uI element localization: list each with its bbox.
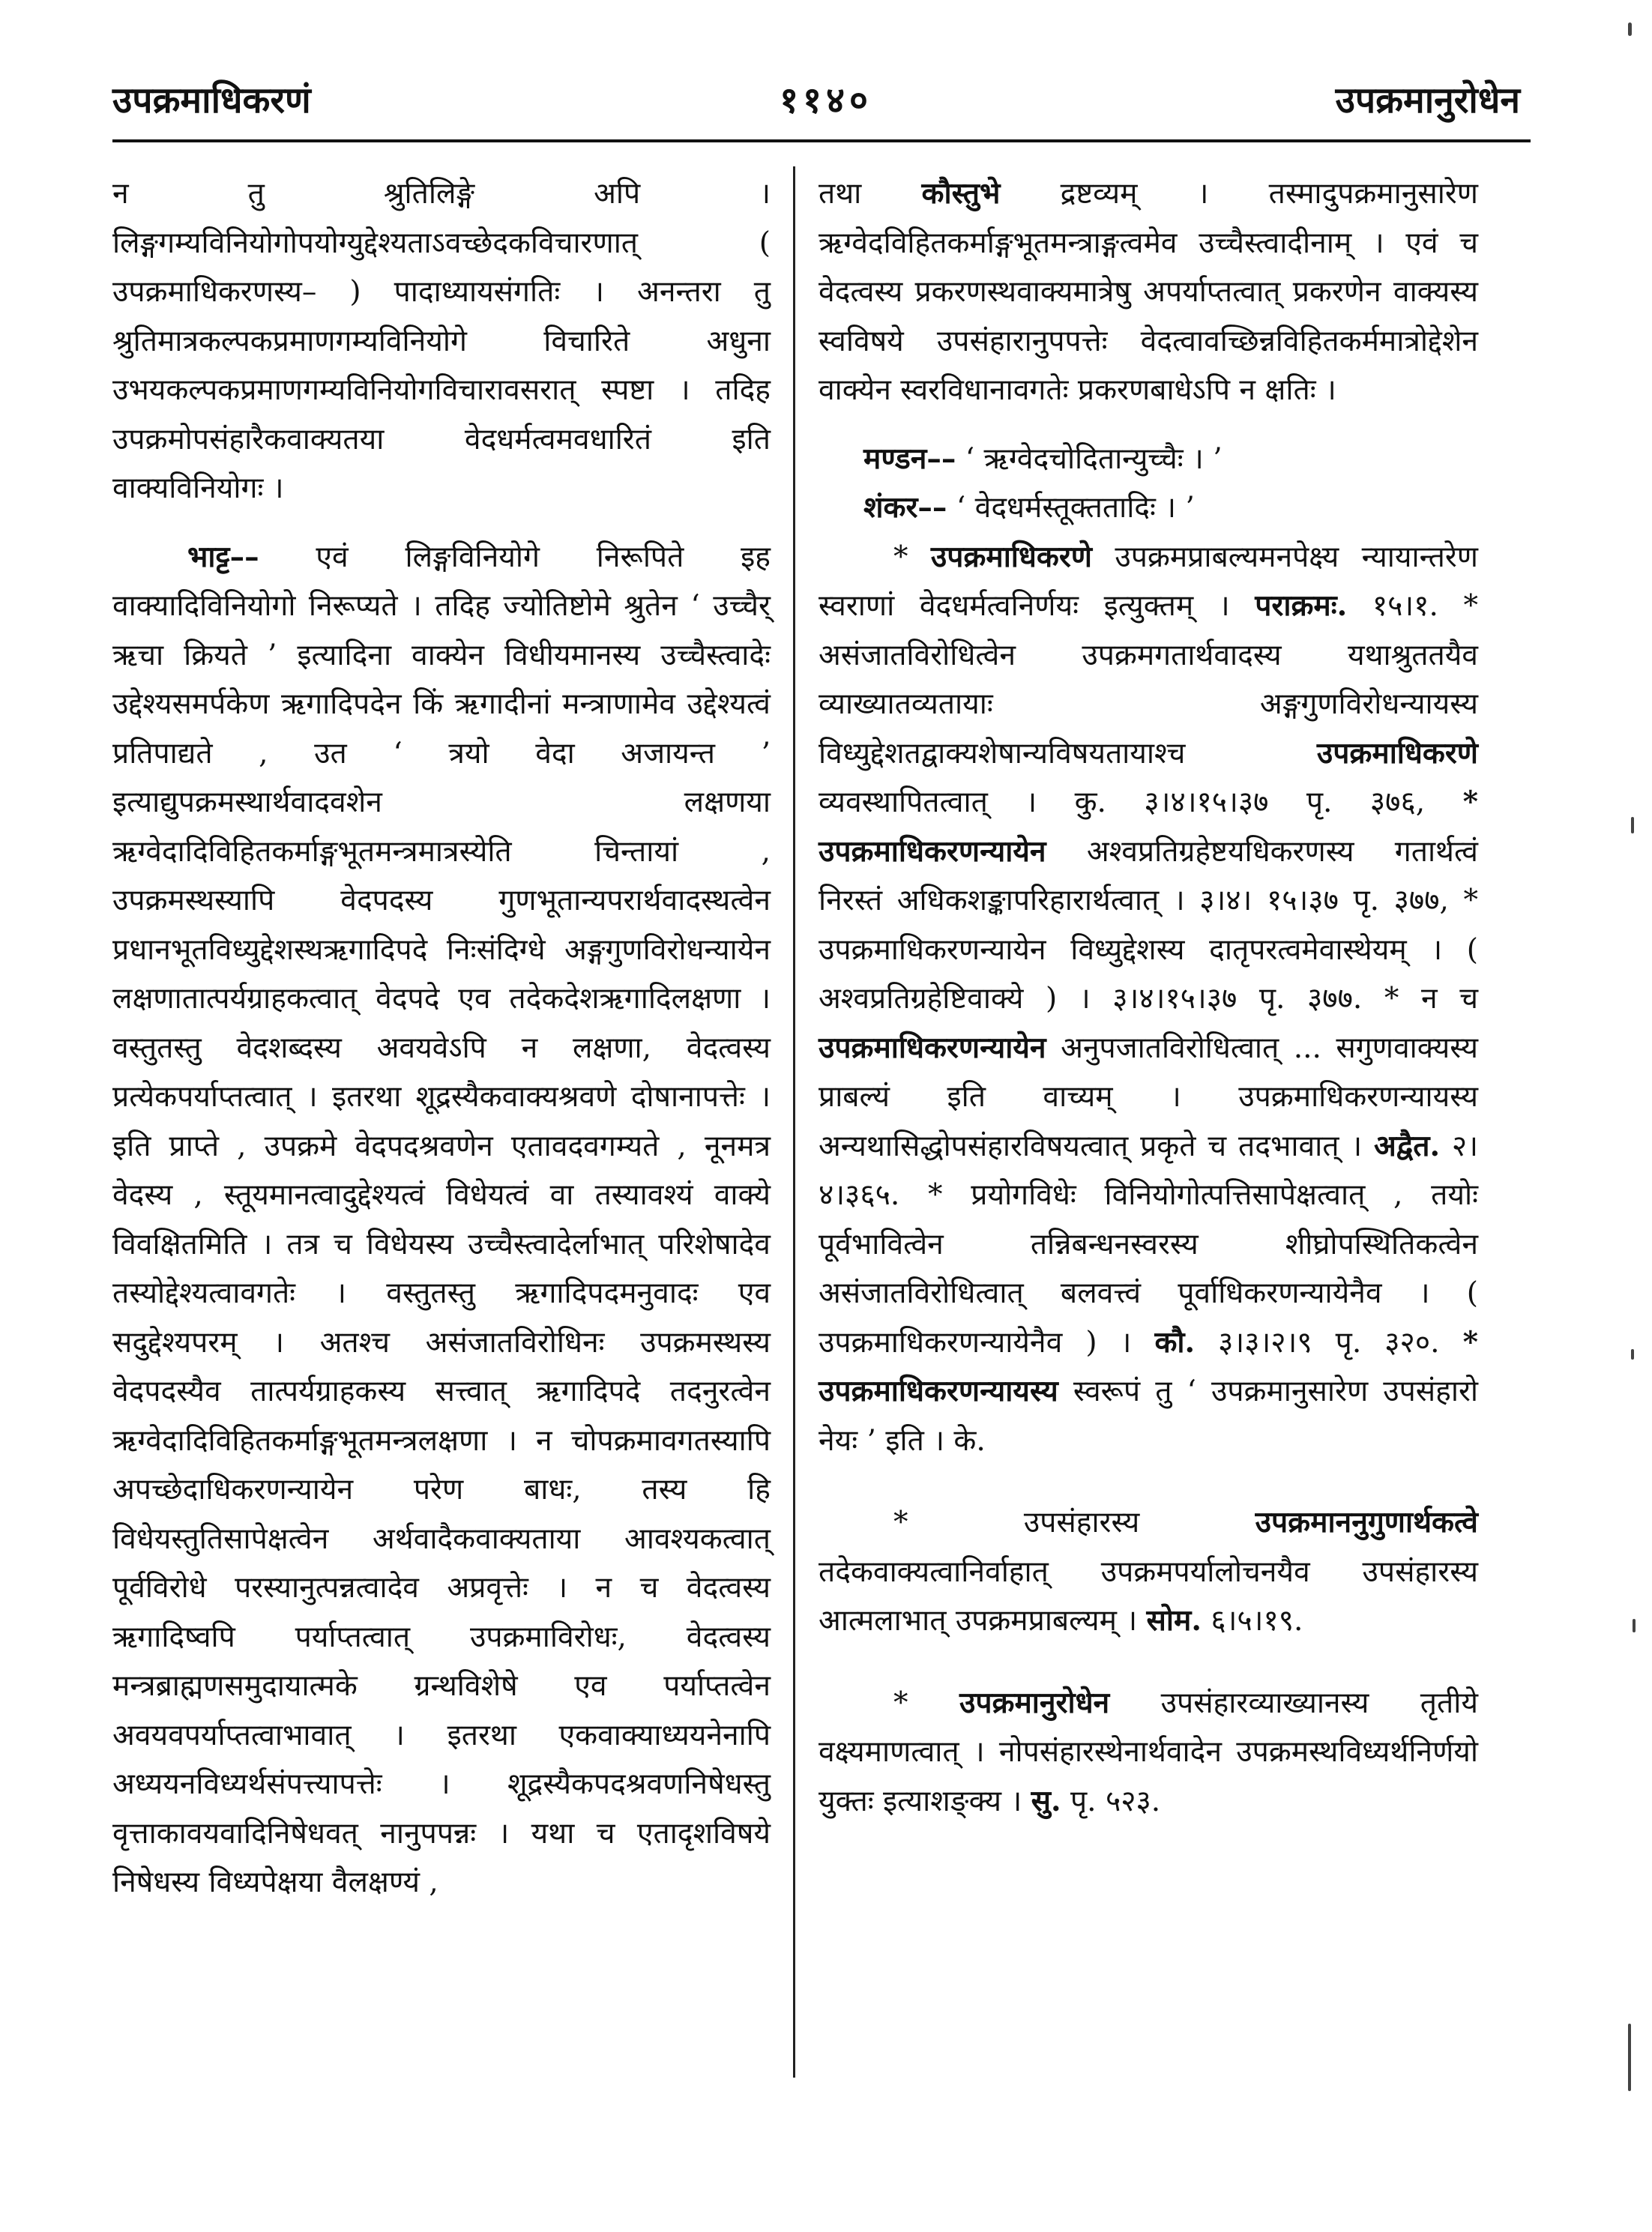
- scan-speck: [1628, 22, 1632, 36]
- scan-speck: [1633, 1619, 1636, 1632]
- text-run: १५।१. * असंजातविरोधित्वेन उपक्रमगतार्थवादस्य यथाश्रुततयैव व्याख्यातव्यतायाः अङ्गगुणविरोधन्यायस्य विध्युद्देशतद्वाक्यशेषान्यविषयतायाश्च: [819, 589, 1478, 770]
- bold-term: अद्वैत.: [1374, 1128, 1441, 1163]
- header-left-title: उपक्रमाधिकरणं: [112, 79, 311, 121]
- text-run: उपसंहारव्याख्यानस्य तृतीये वक्ष्यमाणत्वात् । नोपसंहारस्थेनार्थवादेन उपक्रमस्थविध्यर्थनिर्णयो युक्तः इत्याशङ्क्य ।: [819, 1686, 1478, 1818]
- right-paragraph-upakramanurodhena: [819, 1679, 1478, 1827]
- shankara-text: ‘ वेदधर्मस्तूक्ततादिः । ’: [956, 491, 1195, 525]
- header-right-title: उपक्रमानुरोधेन: [1335, 79, 1520, 121]
- text-run: पृ. ५२३.: [1070, 1784, 1161, 1818]
- right-paragraph-soma: [819, 1498, 1478, 1646]
- bold-term: * उपक्रमाधिकरणन्यायस्य: [819, 1324, 1478, 1408]
- text-run: व्यवस्थापितत्वात् । कु. ३।४।१५।३७ पृ. ३७६,: [819, 785, 1426, 819]
- running-header: [0, 60, 1652, 135]
- asterisk: *: [893, 1686, 908, 1720]
- mandana-text: ‘ ऋग्वेदचोदितान्युच्चैः । ’: [965, 441, 1223, 476]
- bold-term: उपक्रमानुरोधेन: [959, 1685, 1110, 1720]
- text-run: तदेकवाक्यत्वानिर्वाहात् उपक्रमपर्यालोचनयैव उपसंहारस्य आत्मलाभात् उपक्रमप्राबल्यम् ।: [819, 1554, 1478, 1638]
- bold-term: पराक्रमः.: [1255, 588, 1348, 623]
- mandana-quote: [819, 435, 1478, 484]
- bold-term: उपक्रमाधिकरणन्यायेन: [819, 1030, 1046, 1065]
- text-run: तथा: [819, 177, 862, 211]
- kaustubha-ref: कौस्तुभे: [921, 176, 1001, 211]
- scan-speck: [1628, 2024, 1631, 2091]
- bold-term: सोम.: [1146, 1603, 1202, 1638]
- text-run: * उपसंहारस्य: [893, 1506, 1140, 1539]
- scan-speck: [1631, 1349, 1634, 1360]
- left-column: [112, 169, 771, 1907]
- bold-term: कौ.: [1154, 1324, 1196, 1360]
- bold-term: उपक्रमाननुगुणार्थकत्वे: [1255, 1505, 1478, 1539]
- right-paragraph-references: [819, 533, 1478, 1466]
- bhatta-label: भाट्ट––: [187, 539, 259, 574]
- right-column: [819, 169, 1478, 1826]
- shankara-quote: [819, 483, 1478, 533]
- text-run: ३।३।२।९ पृ. ३२०.: [1218, 1325, 1440, 1360]
- text-run: ६।५।१९.: [1211, 1604, 1303, 1638]
- column-divider: [793, 166, 795, 2078]
- bold-term: सु.: [1031, 1783, 1061, 1818]
- text-run: अश्वप्रतिग्रहेष्टयधिकरणस्य गतार्थत्वं निरस्तं अधिकशङ्कापरिहारार्थत्वात् । ३।४। १५।३७ पृ. ३७७, * उपक्रमाधिकरणन्यायेन विध्युद्देशस्य दातृपरत्वमेवास्थेयम् । ( अश्वप्रतिग्रहेष्टिवाक्ये ) । ३।४।१५।३७ पृ. ३७७. * न च: [819, 834, 1478, 1016]
- bhatta-text: एवं लिङ्गविनियोगे निरूपिते इह वाक्यादिविनियोगो निरूप्यते । तदिह ज्योतिष्टोमे श्रुतेन ‘ उच्चैर् ऋचा क्रियते ’ इत्यादिना वाक्येन विधीयमानस्य उच्चैस्त्वादेः उद्देश्यसमर्पकेण ऋगादिपदेन किं ऋगादीनां मन्त्राणामेव उद्देश्यत्वं प्रतिपाद्यते , उत ‘ त्रयो वेदा अजायन्त ’ इत्याद्युपक्रमस्थार्थवादवशेन लक्षणया ऋग्वेदादिविहितकर्माङ्गभूतमन्त्रमात्रस्येति चिन्तायां , उपक्रमस्थस्यापि वेदपदस्य गुणभूतान्यपरार्थवादस्थत्वेन प्रधानभूतविध्युद्देशस्थऋगादिपदे निःसंदिग्धे अङ्गगुणविरोधन्यायेन लक्षणातात्पर्यग्राहकत्वात् वेदपदे एव तदेकदेशऋगादिलक्षणा । वस्तुतस्तु वेदशब्दस्य अवयवेऽपि न लक्षणा, वेदत्वस्य प्रत्येकपर्याप्तत्वात् । इतरथा शूद्रस्यैकवाक्यश्रवणे दोषानापत्तेः । इति प्राप्ते , उपक्रमे वेदपदश्रवणेन एतावदवगम्यते , नूनमत्र वेदस्य , स्तूयमानत्वादुद्देश्यत्वं विधेयत्वं वा तस्यावश्यं वाक्ये विवक्षितमिति । तत्र च विधेयस्य उच्चैस्त्वादेर्लाभात् परिशेषादेव तस्योद्देश्यत्वावगतेः । वस्तुतस्तु ऋगादिपदमनुवादः एव सदुद्देश्यपरम् । अतश्च असंजातविरोधिनः उपक्रमस्थस्य वेदपदस्यैव तात्पर्यग्राहकस्य सत्त्वात् ऋगादिपदे तदनुरत्वेन ऋग्वेदादिविहितकर्माङ्गभूतमन्त्रलक्षणा । न चोपक्रमावगतस्यापि अपच्छेदाधिकरणन्यायेन परेण बाधः, तस्य हि विधेयस्तुतिसापेक्षत्वेन अर्थवादैकवाक्यताया आवश्यकत्वात् पूर्वविरोधे परस्यानुत्पन्नत्वादेव अप्रवृत्तेः । न च वेदत्वस्य ऋगादिष्वपि पर्याप्तत्वात् उपक्रमाविरोधः, वेदत्वस्य मन्त्रब्राह्मणसमुदायात्मके ग्रन्थविशेषे एव पर्याप्तत्वेन अवयवपर्याप्तत्वाभावात् । इतरथा एकवाक्याध्ययनेनापि अध्ययनविध्यर्थसंपत्त्यापत्तेः । शूद्रस्यैकपदश्रवणनिषेधस्तु वृत्ताकावयवादिनिषेधवत् नानुपपन्नः । यथा च एतादृशविषये निषेधस्य विध्यपेक्षया वैलक्षण्यं ,: [112, 540, 771, 1899]
- right-paragraph-1: [819, 169, 1478, 415]
- header-rule: [112, 139, 1531, 142]
- text-run: द्रष्टव्यम् । तस्मादुपक्रमानुसारेण ऋग्वेदविहितकर्माङ्गभूतमन्त्राङ्गत्वमेव उच्चैस्त्वादीनाम् । एवं च वेदत्वस्य प्रकरणस्थवाक्यमात्रेषु अपर्याप्तत्वात् प्रकरणेन वाक्यस्य स्वविषये उपसंहारानुपपत्तेः वेदत्वावच्छिन्नविहितकर्ममात्रोद्देशेन वाक्येन स्वरविधानावगतेः प्रकरणबाधेऽपि न क्षतिः ।: [819, 177, 1478, 407]
- text-run: उपक्रमप्राबल्यमनपेक्ष्य न्यायान्तरेण स्वराणां वेदधर्मत्वनिर्णयः इत्युक्तम् ।: [819, 540, 1478, 623]
- shankara-label: शंकर––: [863, 490, 947, 525]
- text-run: स्वरूपं तु ‘ उपक्रमानुसारेण उपसंहारो नेयः ’ इति । के.: [819, 1375, 1478, 1458]
- text-run: २।४।३६५. * प्रयोगविधेः विनियोगोत्पत्तिसापेक्षत्वात् , तयोः पूर्वभावित्वेन तन्निबन्धनस्वरस्य शीघ्रोपस्थितिकत्वेन असंजातविरोधित्वात् बलवत्त्वं पूर्वाधिकरणन्यायेनैव । ( उपक्रमाधिकरणन्यायेनैव ) ।: [819, 1129, 1478, 1360]
- bold-term: उपक्रमाधिकरणे: [1316, 735, 1478, 770]
- mandana-label: मण्डन––: [863, 441, 956, 476]
- page-number: ११४०: [780, 79, 872, 121]
- scan-speck: [1631, 817, 1634, 833]
- text-run: अनुपजातविरोधित्वात् ... सगुणवाक्यस्य प्राबल्यं इति वाच्यम् । उपक्रमाधिकरणन्यायस्य अन्यथासिद्धोपसंहारविषयत्वात् प्रकृते च तदभावात् ।: [819, 1031, 1479, 1163]
- left-paragraph-1: न तु श्रुतिलिङ्गे अपि । लिङ्गगम्यविनियोगोपयोग्युद्देश्यताऽवच्छेदकविचारणात् ( उपक्रमाधिकरणस्य– ) पादाध्यायसंगतिः । अनन्तरा तु श्रुतिमात्रकल्पकप्रमाणगम्यविनियोगे विचारिते अधुना उभयकल्पकप्रमाणगम्यविनियोगविचारावसरात् स्पष्टा । तदिह उपक्रमोपसंहारैकवाक्यतया वेदधर्मत्वमवधारितं इति वाक्यविनियोगः ।: [112, 177, 771, 505]
- left-paragraph-2: [112, 533, 771, 1907]
- bold-term: * उपक्रमाधिकरणन्यायेन: [819, 785, 1478, 869]
- asterisk: *: [893, 540, 908, 574]
- bold-term: उपक्रमाधिकरणे: [930, 539, 1092, 574]
